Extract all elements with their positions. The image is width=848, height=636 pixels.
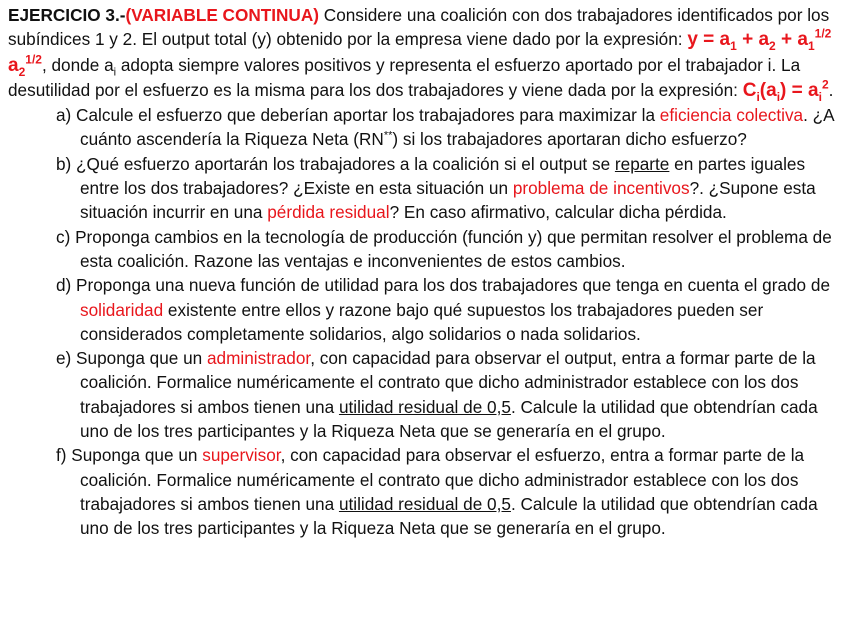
term-perdida-residual: pérdida residual — [267, 202, 390, 223]
intro-text-3: adopta siempre valores positivos y representa el esfuerzo aportado por el trabajador i. La desutilidad por el esfuerzo es la misma para los dos trabajadores y viene dada por la expresión: — [8, 54, 801, 100]
question-f: f) Suponga que un supervisor, con capacidad para observar el esfuerzo, entra a formar parte de la coalición. Formalice numéricamente el contrato que dicho administrador establece con los dos trabajadores si ambos tienen una utilidad residual de 0,5. Calcule la utilidad que obtendrían cada uno de los tres participantes y la Riqueza Neta que se generaría en el grupo. — [56, 445, 818, 539]
statement-paragraph: EJERCICIO 3.-(VARIABLE CONTINUA) Considere una coalición con dos trabajadores identificados por los subíndices 1 y 2. El output total (y) obtenido por la empresa viene dado por la expresión: $y = a_1 + a_2 + a_1^{1/2}$ $a_2^{1/2}$, donde $a_i$ adopta siempre valores positivos y representa el esfuerzo aportado por el trabajador i. La desutilidad por el esfuerzo es la misma para los dos trabajadores y viene dada por la expresión: $C_i(a_i) = a_i^2$. — [8, 5, 834, 104]
term-supervisor: supervisor — [202, 445, 281, 466]
term-reparte: reparte — [614, 153, 670, 174]
exercise-subtitle: (VARIABLE CONTINUA) — [125, 5, 319, 25]
exercise-statement — [8, 3, 844, 103]
question-b: b) ¿Qué esfuerzo aportarán los trabajadores a la coalición si el output se reparte en partes iguales entre los dos trabajadores? ¿Existe en esta situación un problema de incentivos?. ¿Supone esta situación incurrir en una pérdida residual? En caso afirmativo, calcular dicha pérdida. — [56, 153, 816, 223]
question-a: a) Calcule el esfuerzo que deberían aportar los trabajadores para maximizar la eficiencia colectiva. ¿A cuánto ascendería la Riqueza Neta (RN**) si los trabajadores aportaran dicho esfuerzo? — [56, 105, 834, 150]
output-formula: $y = a_1 + a_2 + a_1^{1/2}$ $a_2^{1/2}$ — [8, 26, 832, 79]
question-c: c) Proponga cambios en la tecnología de producción (función y) que permitan resolver el problema de esta coalición. Razone las ventajas e inconvenientes de estos cambios. — [56, 226, 832, 271]
cost-formula: $C_i(a_i) = a_i^2$ — [742, 77, 829, 104]
term-utilidad-residual: utilidad residual de 0,5 — [338, 396, 511, 417]
question-list — [8, 103, 844, 540]
question-d: d) Proponga una nueva función de utilidad para los dos trabajadores que tenga en cuenta el grado de solidaridad existente entre ellos y razone bajo qué supuestos los trabajadores pueden ser considerados completamente solidarios, algo solidarios o nada solidarios. — [56, 275, 831, 344]
exercise-document — [8, 3, 844, 541]
term-administrador: administrador — [207, 348, 311, 369]
term-utilidad-residual-f: utilidad residual de 0,5 — [338, 493, 511, 514]
question-e: e) Suponga que un administrador, con capacidad para observar el output, entra a formar parte de la coalición. Formalice numéricamente el contrato que dicho administrador establece con los dos trabajadores si ambos tienen una utilidad residual de 0,5. Calcule la utilidad que obtendrían cada uno de los tres participantes y la Riqueza Neta que se generaría en el grupo. — [56, 348, 818, 442]
intro-text: Considere una coalición con dos trabajadores identificados por los subíndices 1 y 2. El output total (y) obtenido por la empresa viene dado por la expresión: — [8, 5, 830, 50]
intro-text-2: , donde a — [41, 54, 114, 75]
term-eficiencia-colectiva: eficiencia colectiva — [659, 105, 804, 126]
term-solidaridad: solidaridad — [80, 299, 164, 320]
term-problema-incentivos: problema de incentivos — [512, 178, 690, 199]
exercise-title: EJERCICIO 3.- — [8, 5, 126, 25]
